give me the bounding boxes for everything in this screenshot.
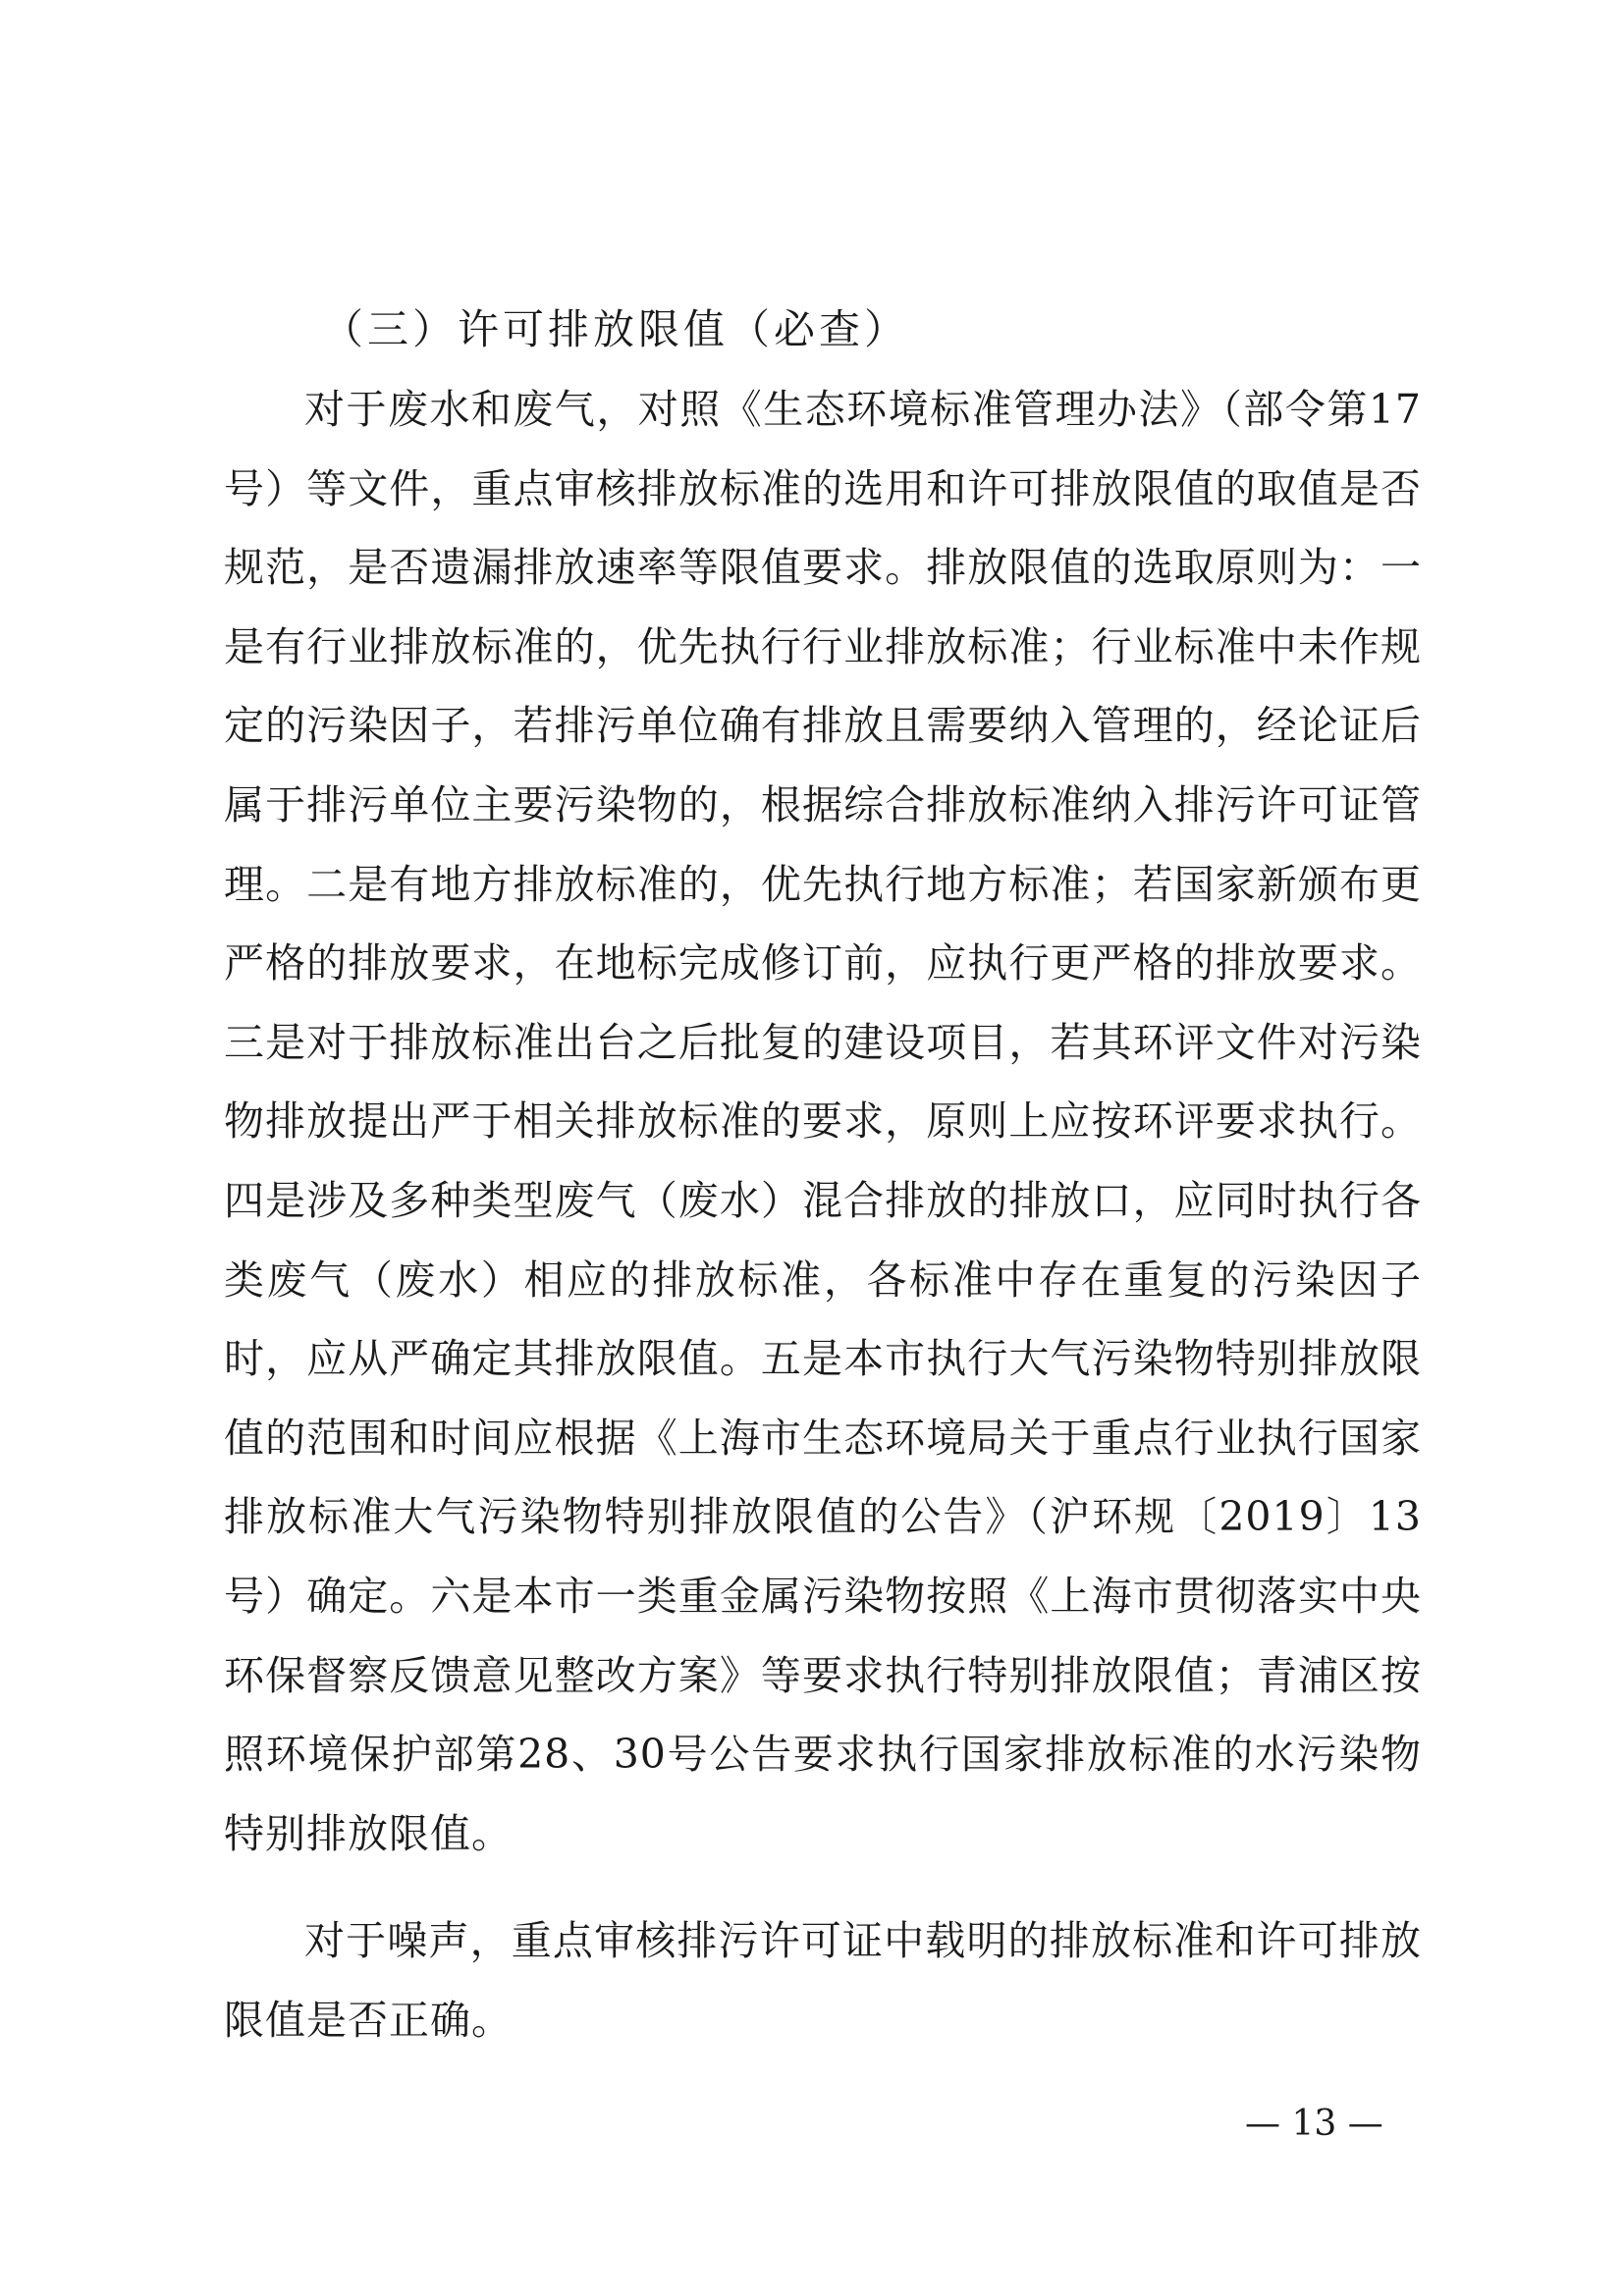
body-paragraph-noise: 对于噪声，重点审核排污许可证中载明的排放标准和许可排放限值是否正确。 xyxy=(224,1917,1422,2044)
page-number: — 13 — xyxy=(1245,2104,1383,2144)
body-paragraph-wastewater-exhaust: 对于废水和废气，对照《生态环境标准管理办法》（部令第17号）等文件，重点审核排放标准的选用和许可排放限值的取值是否规范，是否遗漏排放速率等限值要求。排放限值的选取原则为：一是有行业排放标准的，优先执行行业排放标准；行业标准中未作规定的污染因子，若排污单位确有排放且需要纳入管理的，经论证后属于排污单位主要污染物的，根据综合排放标准纳入排污许可证管理。二是有地方排放标准的，优先执行地方标准；若国家新颁布更严格的排放要求，在地标完成修订前，应执行更严格的排放要求。三是对于排放标准出台之后批复的建设项目，若其环评文件对污染物排放提出严于相关排放标准的要求，原则上应按环评要求执行。四是涉及多种类型废气（废水）混合排放的排放口，应同时执行各类废气（废水）相应的排放标准，各标准中存在重复的污染因子时，应从严确定其排放限值。五是本市执行大气污染物特别排放限值的范围和时间应根据《上海市生态环境局关于重点行业执行国家排放标准大气污染物特别排放限值的公告》（沪环规〔2019〕13号）确定。六是本市一类重金属污染物按照《上海市贯彻落实中央环保督察反馈意见整改方案》等要求执行特别排放限值；青浦区按照环境保护部第28、30号公告要求执行国家排放标准的水污染物特别排放限值。 xyxy=(224,386,1422,1857)
section-heading: （三）许可排放限值（必查） xyxy=(322,305,910,353)
